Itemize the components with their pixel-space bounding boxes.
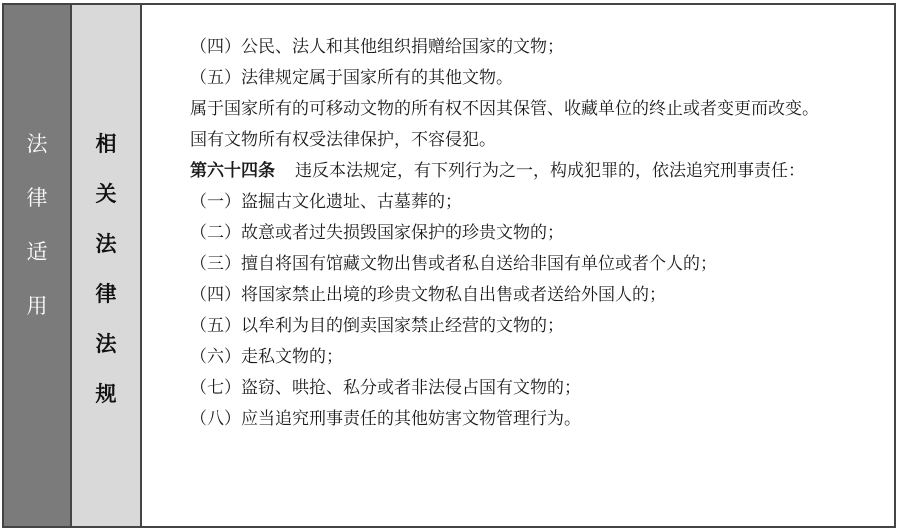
secondary-char: 相 [95,132,117,156]
list-item: （一）盗掘古文化遗址、古墓葬的； [190,192,462,212]
primary-char: 适 [26,240,48,264]
article-number: 第六十四条 [190,161,275,181]
secondary-char: 律 [95,282,117,306]
secondary-char: 法 [95,232,117,256]
secondary-char: 规 [95,382,117,406]
clause-line: （五）法律规定属于国家所有的其他文物。 [190,68,513,88]
secondary-category-label [72,132,140,432]
secondary-category-cell [72,5,142,526]
list-item: （七）盗窃、哄抢、私分或者非法侵占国有文物的； [190,378,581,398]
article-body: 违反本法规定，有下列行为之一，构成犯罪的，依法追究刑事责任： [295,161,805,181]
list-item: （三）擅自将国有馆藏文物出售或者私自送给非国有单位或者个人的； [190,254,717,274]
clause-line: （四）公民、法人和其他组织捐赠给国家的文物； [190,37,564,57]
secondary-char: 关 [95,182,117,206]
list-item: （四）将国家禁止出境的珍贵文物私自出售或者送给外国人的； [190,285,666,305]
list-item: （五）以牟利为目的倒卖国家禁止经营的文物的； [190,316,564,336]
primary-char: 用 [26,294,48,318]
secondary-char: 法 [95,332,117,356]
paragraph-protection: 国有文物所有权受法律保护，不容侵犯。 [190,130,496,150]
list-item: （二）故意或者过失损毁国家保护的珍贵文物的； [190,223,564,243]
primary-category-label [4,132,70,348]
paragraph-ownership: 属于国家所有的可移动文物的所有权不因其保管、收藏单位的终止或者变更而改变。 [190,99,819,119]
primary-char: 法 [26,132,48,156]
article-paragraph [154,156,882,187]
law-text [154,32,882,435]
primary-char: 律 [26,186,48,210]
list-item: （八）应当追究刑事责任的其他妨害文物管理行为。 [190,409,581,429]
list-item: （六）走私文物的； [190,347,343,367]
primary-category-cell [4,5,72,526]
